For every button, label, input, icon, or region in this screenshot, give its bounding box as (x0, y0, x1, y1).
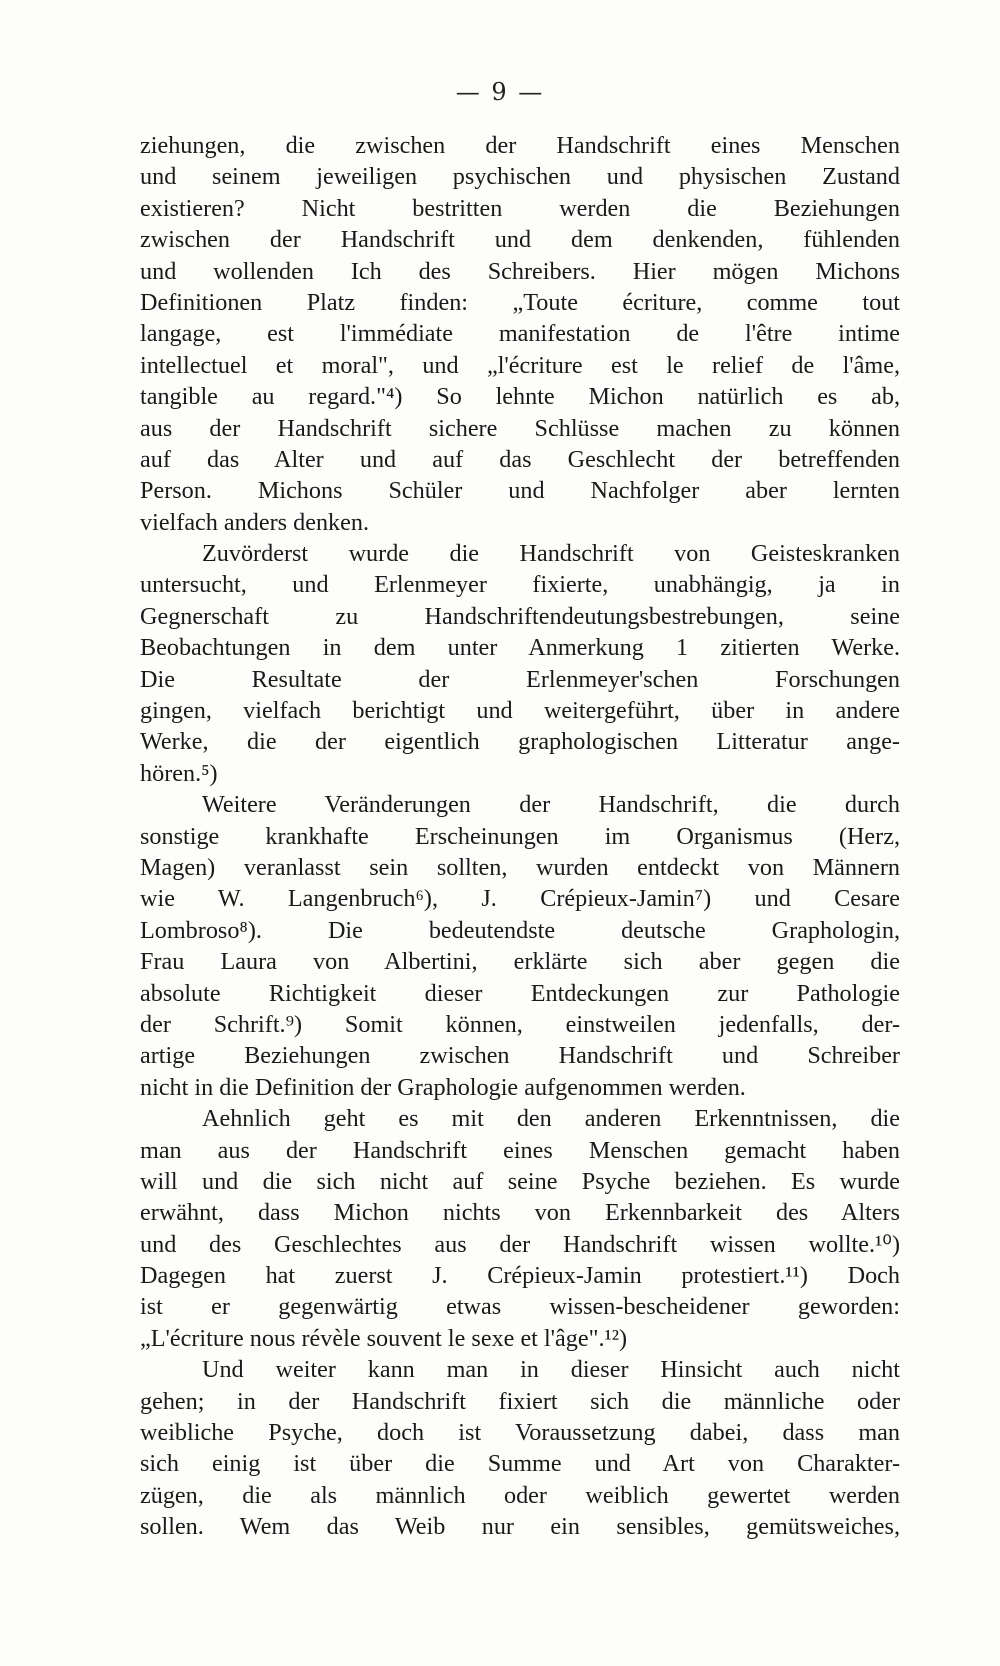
text-line: der Schrift.⁹) Somit können, einstweilen jedenfalls, der- (140, 1010, 900, 1038)
text-line: tangible au regard."⁴) So lehnte Michon natürlich es ab, (140, 383, 900, 411)
text-line: man aus der Handschrift eines Menschen gemacht haben (140, 1136, 900, 1164)
text-line: nicht in die Definition der Graphologie aufgenommen werden. (140, 1073, 746, 1101)
text-line: ist er gegenwärtig etwas wissen-bescheidener geworden: (140, 1293, 900, 1321)
text-line: gehen; in der Handschrift fixiert sich die männliche oder (140, 1387, 900, 1415)
text-line: wie W. Langenbruch⁶), J. Crépieux-Jamin⁷) und Cesare (140, 885, 900, 913)
text-line: ziehungen, die zwischen der Handschrift eines Menschen (140, 132, 900, 159)
text-line: Und weiter kann man in dieser Hinsicht auch nicht (202, 1356, 900, 1384)
text-line: absolute Richtigkeit dieser Entdeckungen zur Pathologie (140, 979, 900, 1007)
text-line: Zuvörderst wurde die Handschrift von Geisteskranken (202, 540, 900, 568)
text-line: hören.⁵) (140, 759, 218, 787)
text-line: auf das Alter und auf das Geschlecht der betreffenden (140, 445, 900, 473)
text-line: Aehnlich geht es mit den anderen Erkenntnissen, die (202, 1105, 900, 1133)
text-line: Weitere Veränderungen der Handschrift, die durch (202, 791, 900, 819)
text-line: sollen. Wem das Weib nur ein sensibles, gemütsweiches, (140, 1513, 900, 1541)
text-line: sich einig ist über die Summe und Art von Charakter- (140, 1450, 900, 1478)
text-line: Dagegen hat zuerst J. Crépieux-Jamin protestiert.¹¹) Doch (140, 1262, 900, 1290)
text-line: gingen, vielfach berichtigt und weitergeführt, über in andere (140, 697, 900, 725)
body-text (140, 130, 900, 1543)
page-number: — 9 — (455, 78, 545, 106)
text-line: will und die sich nicht auf seine Psyche beziehen. Es wurde (140, 1167, 900, 1195)
text-line: sonstige krankhafte Erscheinungen im Organismus (Herz, (140, 822, 900, 850)
text-line: Definitionen Platz finden: „Toute écriture, comme tout (140, 288, 900, 316)
text-line: zwischen der Handschrift und dem denkenden, fühlenden (140, 226, 900, 254)
text-line: zügen, die als männlich oder weiblich gewertet werden (140, 1481, 900, 1509)
text-line: weibliche Psyche, doch ist Voraussetzung dabei, dass man (140, 1419, 900, 1447)
text-line: Werke, die der eigentlich graphologischen Litteratur ange- (140, 728, 900, 756)
text-line: existieren? Nicht bestritten werden die Beziehungen (140, 194, 900, 222)
text-line: Lombroso⁸). Die bedeutendste deutsche Graphologin, (140, 916, 900, 944)
text-line: artige Beziehungen zwischen Handschrift und Schreiber (140, 1042, 900, 1070)
text-line: Person. Michons Schüler und Nachfolger aber lernten (140, 477, 900, 505)
text-line: und wollenden Ich des Schreibers. Hier mögen Michons (140, 257, 900, 285)
text-line: intellectuel et moral", und „l'écriture est le relief de l'âme, (140, 351, 900, 379)
text-line: erwähnt, dass Michon nichts von Erkennbarkeit des Alters (140, 1199, 900, 1227)
text-line: vielfach anders denken. (140, 508, 370, 536)
text-line: langage, est l'immédiate manifestation de l'être intime (140, 320, 900, 348)
text-line: untersucht, und Erlenmeyer fixierte, unabhängig, ja in (140, 571, 900, 599)
text-line: Magen) veranlasst sein sollten, wurden entdeckt von Männern (140, 853, 900, 881)
text-line: Beobachtungen in dem unter Anmerkung 1 zitierten Werke. (140, 634, 900, 662)
text-line: „L'écriture nous révèle souvent le sexe et l'âge".¹²) (140, 1324, 628, 1352)
text-line: Die Resultate der Erlenmeyer'schen Forschungen (140, 665, 900, 693)
text-line: Frau Laura von Albertini, erklärte sich aber gegen die (140, 948, 900, 976)
text-line: aus der Handschrift sichere Schlüsse machen zu können (140, 414, 900, 442)
text-line: und des Geschlechtes aus der Handschrift wissen wollte.¹⁰) (140, 1230, 900, 1258)
text-line: und seinem jeweiligen psychischen und physischen Zustand (140, 163, 900, 191)
text-line: Gegnerschaft zu Handschriftendeutungsbestrebungen, seine (140, 602, 900, 630)
